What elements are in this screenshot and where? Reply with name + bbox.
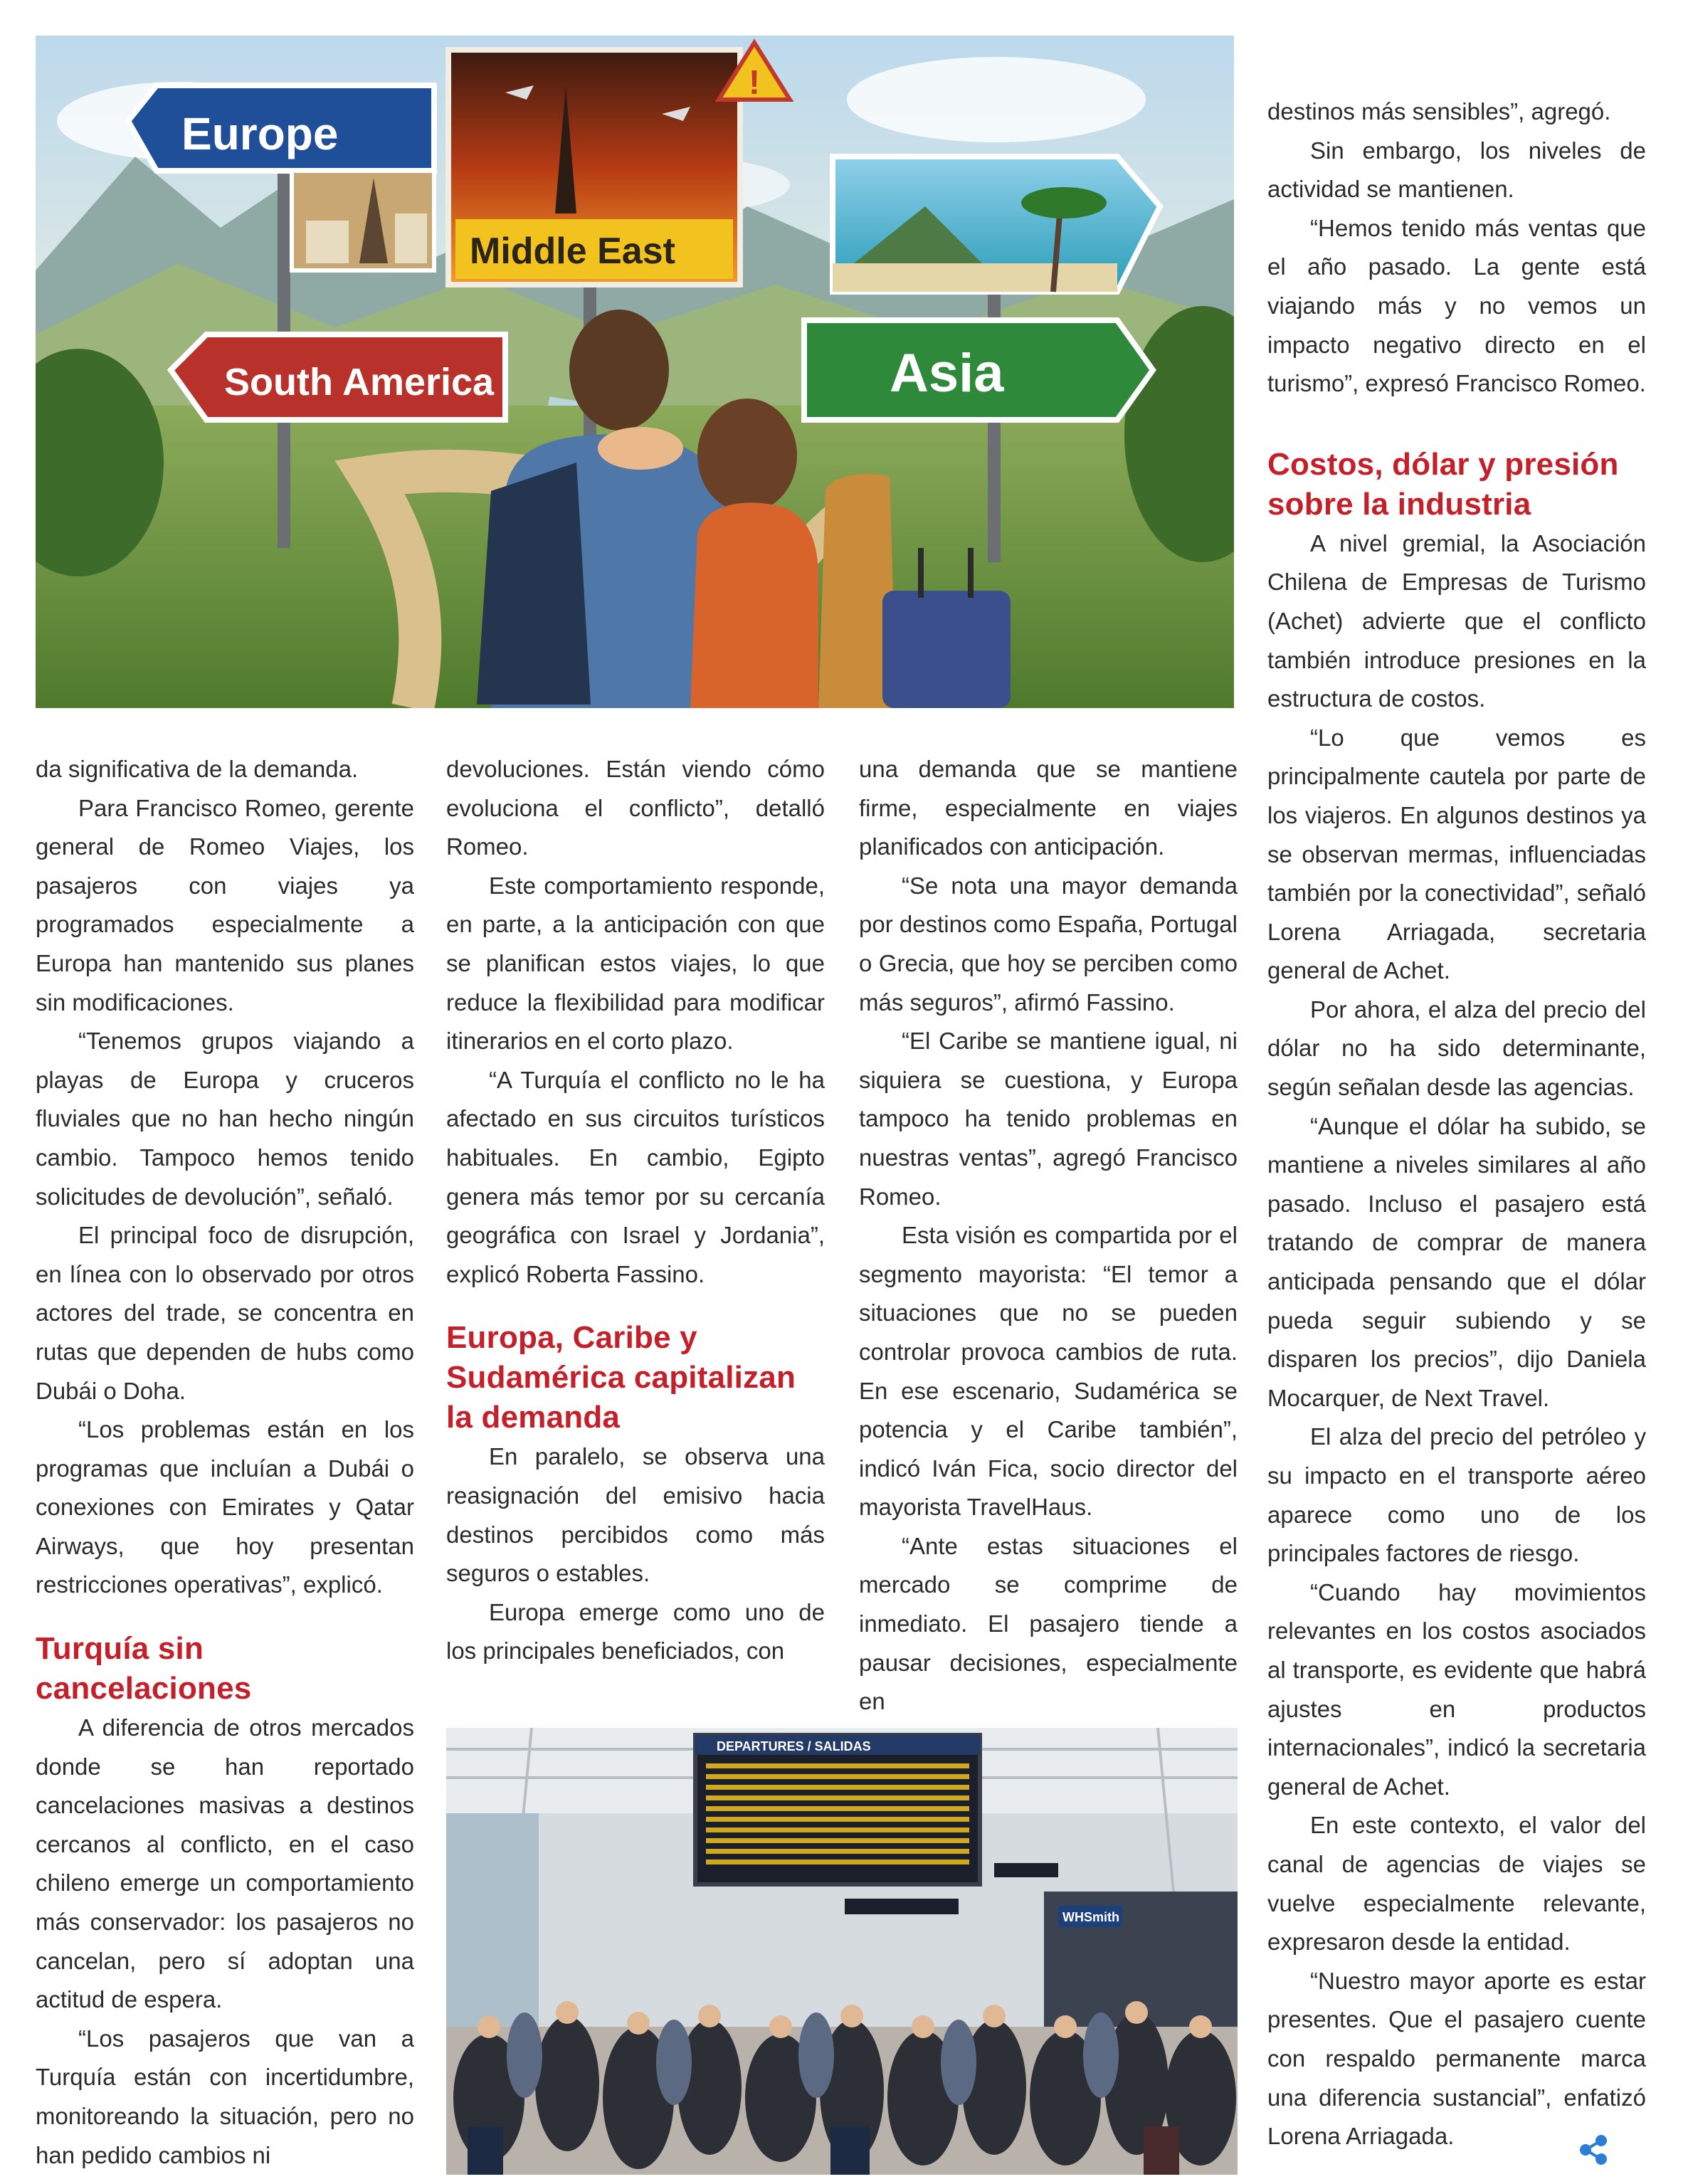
beach-sign [833, 157, 1160, 292]
paragraph: “Nuestro mayor aporte es estar presentes. Que el pasajero cuente con respaldo permanente marca una diferencia sustancial”, enfatizó Lorena Arriagada. [1267, 1967, 1646, 2150]
paragraph: A nivel gremial, la Asociación Chilena de Empresas de Turismo (Achet) advierte que el conflicto también introduce presiones en la estructura de costos. [1267, 529, 1646, 712]
paragraph: “Hemos tenido más ventas que el año pasado. La gente está viajando más y no vemos un impacto negativo directo en el turismo”, expresó Francisco Romeo. [1267, 214, 1646, 397]
paragraph: Este comportamiento responde, en parte, a la anticipación con que se planifican estos viajes, lo que reduce la flexibilidad para modificar itinerarios en el corto plazo. [446, 872, 825, 1055]
paragraph: “A Turquía el conflicto no le ha afectado en sus circuitos turísticos habituales. En cambio, Egipto genera más temor por su cercanía geográfica con Israel y Jordania”, explicó Roberta Fassino. [446, 1066, 825, 1287]
europe-sign-label: Europe [181, 108, 339, 159]
paragraph: “Tenemos grupos viajando a playas de Europa y cruceros fluviales que no han hecho ningún cambio. Tampoco hemos tenido solicitudes de devolución”, señaló. [36, 1028, 414, 1210]
paragraph: “Los pasajeros que van a Turquía están con incertidumbre, monitoreando la situación, pero no han pedido cambios ni [36, 2025, 414, 2168]
paragraph: “Los problemas están en los programas que incluían a Dubái o conexiones con Emirates y Qatar Airways, que hoy presentan restricciones operativas”, explicó. [36, 1416, 414, 1598]
svg-text:!: ! [749, 64, 760, 102]
middle-east-sign [448, 43, 790, 285]
asia-sign [804, 320, 1153, 420]
paragraph: Europa emerge como uno de los principales beneficiados, con [446, 1598, 825, 1665]
paragraph: A diferencia de otros mercados donde se han reportado cancelaciones masivas a destinos cercanos al conflicto, en el caso chileno emerge un comportamiento más conservador: los pasajeros no cancelan, pero sí adoptan una actitud de espera. [36, 1714, 414, 2013]
south-america-sign-label: South America [224, 361, 495, 403]
article-column-2 [446, 750, 825, 1671]
paragraph: una demanda que se mantiene firme, especialmente en viajes planificados con anticipación. [859, 756, 1238, 860]
paragraph: En este contexto, el valor del canal de agencias de viajes se vuelve especialmente relevante, expresaron desde la entidad. [1267, 1812, 1646, 1956]
paragraph: Por ahora, el alza del precio del dólar no ha sido determinante, según señalan desde las agencias. [1267, 996, 1646, 1101]
paragraph: El alza del precio del petróleo y su impacto en el transporte aéreo aparece como uno de los principales factores de riesgo. [1267, 1423, 1646, 1567]
departures-board [695, 1735, 980, 1884]
hero-illustration [36, 36, 1234, 708]
paragraph: “Cuando hay movimientos relevantes en los costos asociados al transporte, es evidente que habrá ajustes en productos internacionales”, indicó la secretaria general de Achet. [1267, 1578, 1646, 1800]
asia-sign-label: Asia [890, 343, 1004, 403]
board-title: DEPARTURES / SALIDAS [717, 1739, 871, 1753]
share-icon[interactable] [1577, 2133, 1610, 2166]
middle-east-sign-label: Middle East [470, 231, 675, 272]
paragraph: Esta visión es compartida por el segmento mayorista: “El temor a situaciones que no se pueden controlar provoca cambios de ruta. En ese escenario, Sudamérica se potencia y el Caribe también”, indicó Iván Fica, socio director del mayorista TravelHaus. [859, 1222, 1238, 1521]
section-heading-turquia: Turquía sin cancelaciones [36, 1631, 252, 1706]
paragraph: En paralelo, se observa una reasignación del emisivo hacia destinos percibidos como más seguros o estables. [446, 1443, 825, 1587]
article-column-3 [859, 750, 1238, 1721]
shop-sign: WHSmith [1062, 1910, 1119, 1924]
article-column-4 [1267, 93, 1646, 2156]
section-heading-europa: Europa, Caribe y Sudamérica capitalizan la demanda [446, 1320, 796, 1435]
paragraph: “Aunque el dólar ha subido, se mantiene a niveles similares al año pasado. Incluso el pasajero está tratando de comprar de manera anticipada pensando que el dólar pueda seguir subiendo y se disparen los precios”, dijo Daniela Mocarquer, de Next Travel. [1267, 1112, 1646, 1411]
paragraph: El principal foco de disrupción, en línea con lo observado por otros actores del trade, se concentra en rutas que dependen de hubs como Dubái o Doha. [36, 1222, 414, 1404]
paragraph: destinos más sensibles”, agregó. [1267, 98, 1611, 125]
paragraph: “Ante estas situaciones el mercado se comprime de inmediato. El pasajero tiende a pausar decisiones, especialmente en [859, 1532, 1238, 1715]
paragraph: “Se nota una mayor demanda por destinos como España, Portugal o Grecia, que hoy se perciben como más seguros”, afirmó Fassino. [859, 872, 1238, 1015]
paragraph: da significativa de la demanda. [36, 756, 359, 782]
paragraph: devoluciones. Están viendo cómo evoluciona el conflicto”, detalló Romeo. [446, 756, 825, 860]
paragraph: “Lo que vemos es principalmente cautela por parte de los viajeros. En algunos destinos ya se observan mermas, influenciadas también por la conectividad”, señaló Lorena Arriagada, secretaria general de Achet. [1267, 724, 1646, 984]
paragraph: Para Francisco Romeo, gerente general de Romeo Viajes, los pasajeros con viajes ya programados especialmente a Europa han mantenido sus planes sin modificaciones. [36, 794, 414, 1015]
section-heading-costos: Costos, dólar y presión sobre la industria [1267, 446, 1619, 522]
south-america-sign [171, 334, 505, 420]
article-column-1 [36, 750, 414, 2175]
airport-photo [446, 1728, 1238, 2175]
paragraph: “El Caribe se mantiene igual, ni siquiera se cuestiona, y Europa tampoco ha tenido problemas en nuestras ventas”, agregó Francisco Romeo. [859, 1028, 1238, 1210]
paragraph: Sin embargo, los niveles de actividad se mantienen. [1267, 137, 1646, 203]
